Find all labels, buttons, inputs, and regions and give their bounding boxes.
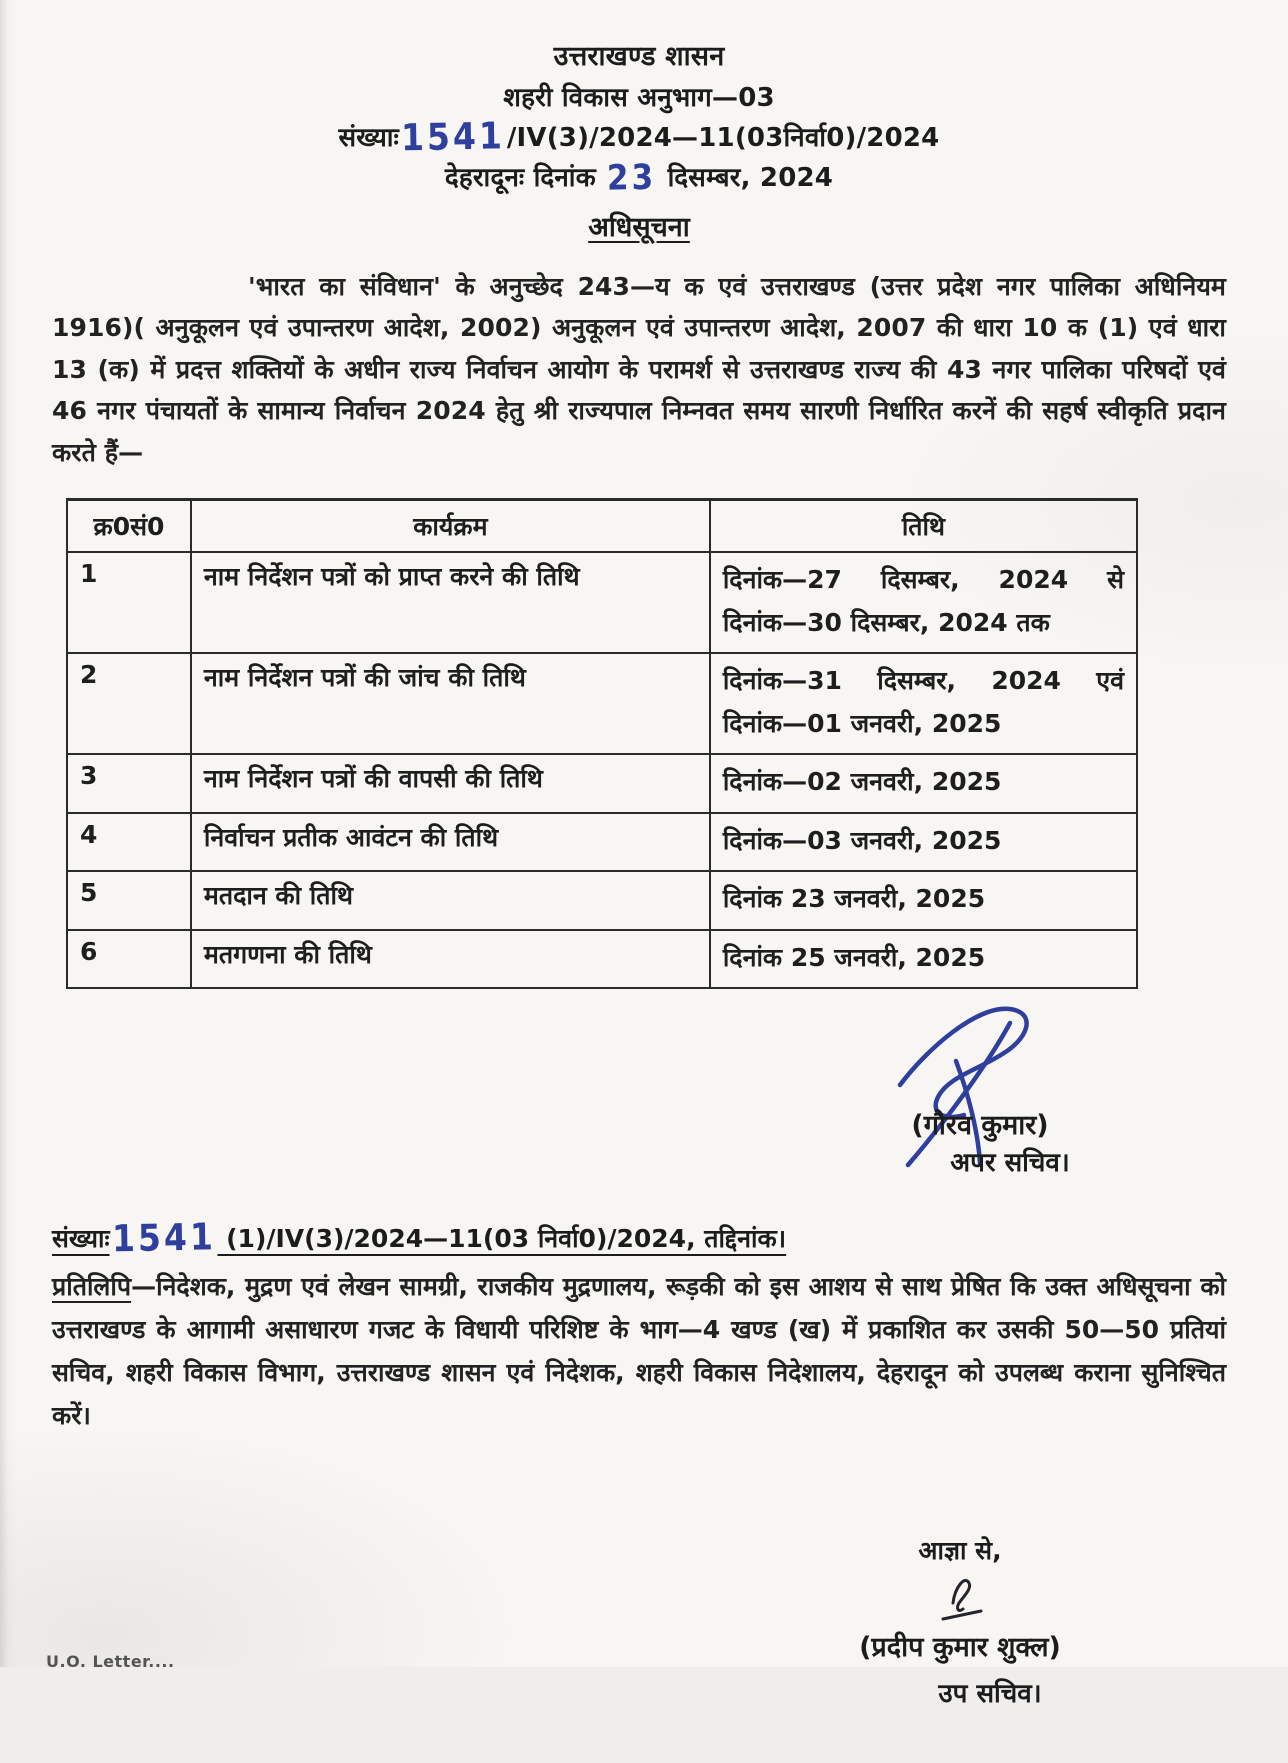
handwritten-letter-number: 1541 xyxy=(400,113,506,160)
table-row xyxy=(67,813,1137,872)
date-cell xyxy=(710,754,1137,813)
signatory-name: (प्रदीप कुमार शुक्ल) xyxy=(859,1632,1061,1664)
event-cell: नाम निर्देशन पत्रों की वापसी की तिथि xyxy=(191,754,710,813)
date-line: दिनांक—03 जनवरी, 2025 xyxy=(722,825,1002,855)
signature-block-deputy-secretary xyxy=(800,1533,1120,1763)
letter-number-rest: /IV(3)/2024—11(03निर्वा0)/2024 xyxy=(506,123,940,154)
table-row xyxy=(67,871,1137,930)
uo-letter-note: U.O. Letter.... xyxy=(46,1652,175,1671)
event-cell: मतगणना की तिथि xyxy=(191,930,710,989)
table-row xyxy=(67,930,1137,989)
date-cell xyxy=(710,552,1137,653)
serial-cell: 6 xyxy=(67,930,191,989)
date-line: दिनांक 23 जनवरी, 2025 xyxy=(722,884,986,914)
signatory-title: अपर सचिव। xyxy=(950,1148,1070,1179)
date-cell xyxy=(710,871,1137,930)
date-line: दिनांक—01 जनवरी, 2025 xyxy=(722,708,1002,738)
table-header-row xyxy=(67,500,1137,553)
endorsement-number-line xyxy=(52,1214,1226,1261)
date-line: दिनांक—02 जनवरी, 2025 xyxy=(722,767,1002,797)
serial-cell: 1 xyxy=(67,552,191,653)
date-rest: दिसम्बर, 2024 xyxy=(667,163,834,194)
signature-ink-initial xyxy=(925,1569,995,1625)
serial-cell: 4 xyxy=(67,813,191,872)
column-header-date: तिथि xyxy=(710,500,1137,553)
serial-cell: 3 xyxy=(67,754,191,813)
date-cell xyxy=(710,653,1137,754)
preamble-paragraph: 'भारत का संविधान' के अनुच्छेद 243—य क एवं उत्तराखण्ड (उत्तर प्रदेश नगर पालिका अधिनियम 1916)( अनुकूलन एवं उपान्तरण आदेश, 2002) अनुकूलन एवं उपान्तरण आदेश, 2007 की धारा 10 क (1) एवं धारा 13 (क) में प्रदत्त शक्तियों के अधीन राज्य निर्वाचन आयोग के परामर्श से उत्तराखण्ड राज्य की 43 नगर पालिका परिषदों एवं 46 नगर पंचायतों के सामान्य निर्वाचन 2024 हेतु श्री राज्यपाल निम्नवत समय सारणी निर्धारित करनें की सहर्ष स्वीकृति प्रदान करते हैं— xyxy=(52,271,1226,467)
date-cell xyxy=(710,930,1137,989)
handwritten-endorsement-number: 1541 xyxy=(111,1214,216,1261)
date-line: दिनांक—27 दिसम्बर, 2024 से xyxy=(722,565,1124,595)
election-schedule-table xyxy=(66,498,1138,989)
serial-cell: 2 xyxy=(67,653,191,754)
letter-number-prefix: संख्याः xyxy=(338,123,399,154)
event-cell: नाम निर्देशन पत्रों को प्राप्त करने की तिथि xyxy=(191,552,710,653)
date-line: दिनांक 25 जनवरी, 2025 xyxy=(722,942,986,972)
signature-block-additional-secretary xyxy=(830,1003,1130,1199)
by-order-text: आज्ञा से, xyxy=(918,1536,1002,1566)
place-date-line xyxy=(52,158,1226,198)
column-header-event: कार्यक्रम xyxy=(191,500,710,553)
date-line: दिनांक—30 दिसम्बर, 2024 तक xyxy=(722,607,1050,637)
table-row xyxy=(67,653,1137,754)
signatory-title: उप सचिव। xyxy=(938,1679,1042,1710)
government-name: उत्तराखण्ड शासन xyxy=(553,41,725,72)
copy-text: —निदेशक, मुद्रण एवं लेखन सामग्री, राजकीय मुद्रणालय, रूड़की को इस आशय से साथ प्रेषित कि उक्त अधिसूचना को उत्तराखण्ड के आगामी असाधारण गजट के विधायी परिशिष्ट के भाग—4 खण्ड (ख) में प्रकाशित कर उसकी 50—50 प्रतियां सचिव, शहरी विकास विभाग, उत्तराखण्ड शासन एवं निदेशक, शहरी विकास निदेशालय, देहरादून को उपलब्ध कराना सुनिश्चित करें। xyxy=(52,1272,1226,1431)
copy-label: प्रतिलिपि xyxy=(52,1272,132,1302)
endorsement-prefix: संख्याः xyxy=(52,1224,110,1254)
endorsement-rest: (1)/IV(3)/2024—11(03 निर्वा0)/2024, तद्दिनांक। xyxy=(217,1224,787,1254)
signatory-name: (गौरव कुमार) xyxy=(911,1110,1049,1142)
event-cell: निर्वाचन प्रतीक आवंटन की तिथि xyxy=(191,813,710,872)
date-cell xyxy=(710,813,1137,872)
serial-cell: 5 xyxy=(67,871,191,930)
column-header-serial: क्र0सं0 xyxy=(67,500,191,553)
department-name: शहरी विकास अनुभाग—03 xyxy=(503,82,775,113)
table-row xyxy=(67,754,1137,813)
document-header xyxy=(52,36,1226,244)
place-date-prefix: देहरादूनः दिनांक xyxy=(444,163,596,194)
letter-number-line xyxy=(52,113,1226,160)
notification-title: अधिसूचना xyxy=(588,211,690,243)
copy-to-paragraph xyxy=(52,1265,1226,1437)
event-cell: नाम निर्देशन पत्रों की जांच की तिथि xyxy=(191,653,710,754)
event-cell: मतदान की तिथि xyxy=(191,871,710,930)
handwritten-date: 23 xyxy=(606,157,657,200)
date-line: दिनांक—31 दिसम्बर, 2024 एवं xyxy=(722,666,1124,696)
table-row xyxy=(67,552,1137,653)
